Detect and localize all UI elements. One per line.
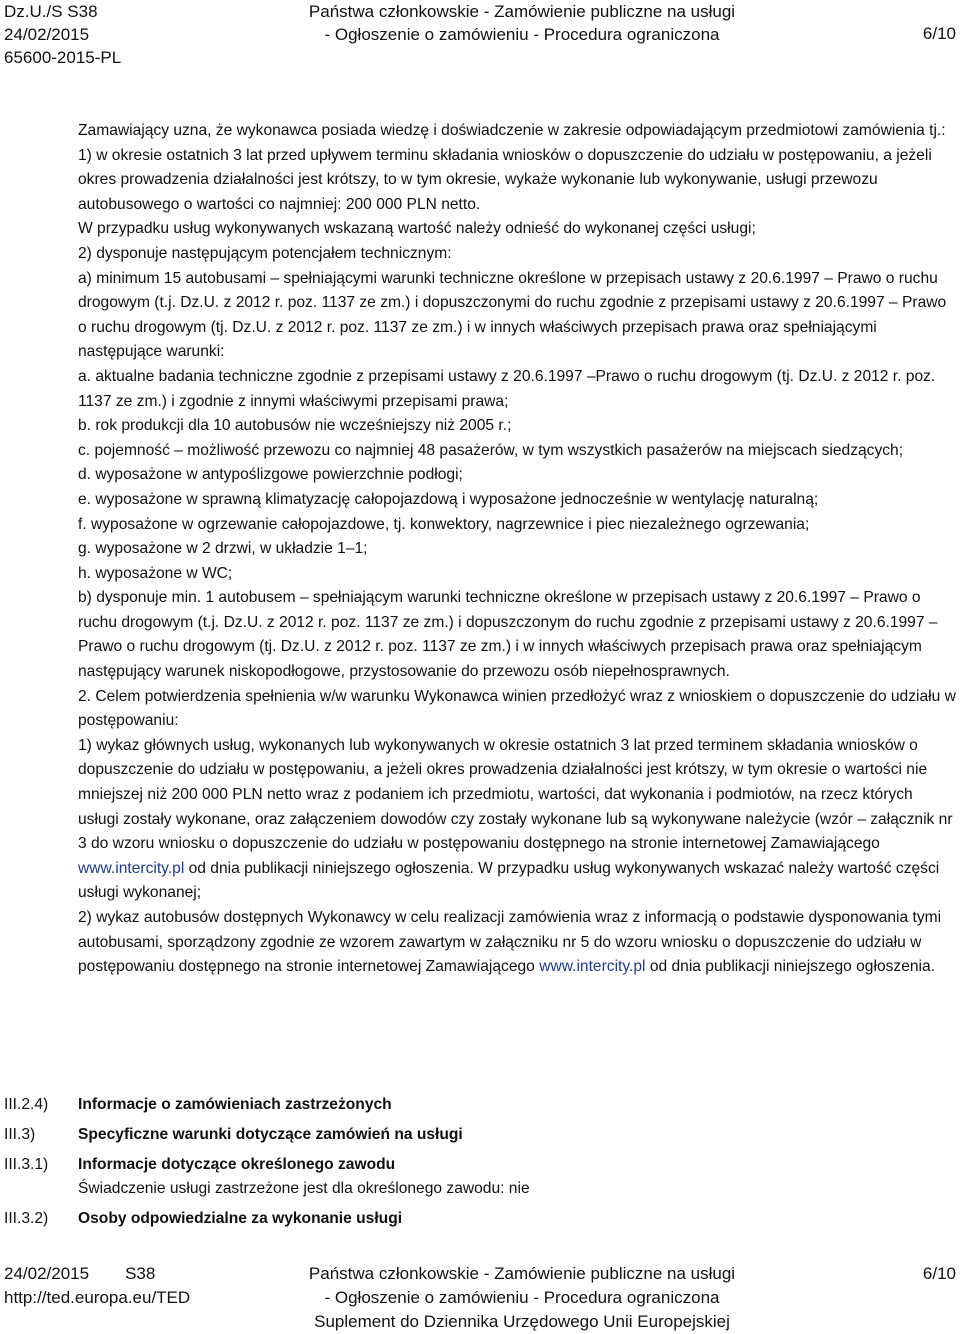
header-date: 24/02/2015 — [4, 25, 90, 44]
page-header — [0, 0, 960, 70]
paragraph: g. wyposażone w 2 drzwi, w układzie 1–1; — [78, 540, 368, 558]
header-title — [0, 0, 960, 46]
paragraph: f. wyposażone w ogrzewanie całopojazdowe, tj. konwektory, nagrzewnice i piec niezależnego ogrzewania; — [78, 515, 810, 533]
section-title: Specyficzne warunki dotyczące zamówień na usługi — [78, 1126, 463, 1143]
header-title-line1: Państwa członkowskie - Zamówienie publiczne na usługi — [308, 2, 736, 21]
paragraph: a) minimum 15 autobusami – spełniającymi warunki techniczne określone w przepisach ustawy z 20.6.1997 – Prawo o ruchu drogowym (t.j. Dz.U. z 2012 r. poz. 1137 ze zm.) i dopuszczonymi do ruchu zgodnie z przepisami ustawy z 20.6.1997 – Prawo o ruchu drogowym (tj. Dz.U. z 2012 r. poz. 1137 ze zm.) i w innych właściwych przepisach prawa oraz spełniającymi następujące warunki: — [78, 269, 947, 361]
page-footer — [0, 1262, 960, 1334]
footer-date: 24/02/2015 — [4, 1264, 90, 1283]
paragraph: b) dysponuje min. 1 autobusem – spełniającym warunki techniczne określone w przepisach ustawy z 20.6.1997 – Prawo o ruchu drogowym (t.j. Dz.U. z 2012 r. poz. 1137 ze zm.) i dopuszczonym do ruchu zgodnie z przepisami ustawy z 20.6.1997 – Prawo o ruchu drogowym (tj. Dz.U. z 2012 r. poz. 1137 ze zm.) i w innych właściwych przepisach prawa oraz spełniającym następujący warunek niskopodłogowe, przystosowanie do przewozu osób niepełnosprawnych. — [78, 589, 938, 681]
doc-number: 65600-2015-PL — [4, 48, 122, 67]
footer-series: S38 — [125, 1264, 156, 1283]
paragraph-text: 2) wykaz autobusów dostępnych Wykonawcy w celu realizacji zamówienia wraz z informacją o podstawie dysponowania tymi autobusami, sporządzony zgodnie ze wzorem zawartym w załączniku nr 5 do wzoru wniosku o dopuszczenie do udziału w postępowaniu dostępnego na stronie internetowej Zamawiającego — [78, 909, 942, 976]
section-title: Informacje dotyczące określonego zawodu — [78, 1156, 396, 1173]
doc-reference: Dz.U./S S38 — [4, 2, 98, 21]
section-text: Świadczenie usługi zastrzeżone jest dla określonego zawodu: nie — [78, 1180, 530, 1197]
paragraph: W przypadku usług wykonywanych wskazaną wartość należy odnieść do wykonanej części usługi; — [78, 220, 756, 238]
paragraph-wykaz-autobusow — [78, 906, 956, 980]
paragraph: Zamawiający uzna, że wykonawca posiada wiedzę i doświadczenie w zakresie odpowiadającym przedmiotowi zamówienia tj.: — [78, 122, 946, 139]
footer-title-line2: - Ogłoszenie o zamówieniu - Procedura ograniczona — [324, 1288, 720, 1307]
paragraph: a. aktualne badania techniczne zgodnie z przepisami ustawy z 20.6.1997 –Prawo o ruchu drogowym (tj. Dz.U. z 2012 r. poz. 1137 ze zm.) i zgodnie z innymi właściwymi przepisami prawa; — [78, 367, 936, 410]
footer-title — [0, 1262, 960, 1334]
section-title: Osoby odpowiedzialne za wykonanie usługi — [78, 1210, 403, 1227]
paragraph: 1) w okresie ostatnich 3 lat przed upływem terminu składania wniosków o dopuszczenie do udziału w postępowaniu, a jeżeli okres prowadzenia działalności jest krótszy, to w tym okresie, wykaże wykonanie lub wykonywanie, usługi przewozu autobusowego o wartości co najmniej: 200 000 PLN netto. — [78, 146, 932, 213]
paragraph: 2. Celem potwierdzenia spełnienia w/w warunku Wykonawca winien przedłożyć wraz z wnioskiem o dopuszczenie do udziału w postępowaniu: — [78, 687, 956, 730]
paragraph: d. wyposażone w antypoślizgowe powierzchnie podłogi; — [78, 466, 463, 484]
footer-title-line3: Suplement do Dziennika Urzędowego Unii Europejskiej — [314, 1312, 730, 1331]
intercity-link[interactable]: www.intercity.pl — [539, 958, 646, 976]
footer-url[interactable]: http://ted.europa.eu/TED — [4, 1288, 191, 1307]
section-number: III.2.4) — [4, 1096, 49, 1113]
header-title-line2: - Ogłoszenie o zamówieniu - Procedura ograniczona — [324, 25, 720, 44]
paragraph-wykaz-uslug — [78, 734, 956, 906]
paragraph: e. wyposażone w sprawną klimatyzację całopojazdową i wyposażone jednocześnie w wentylację naturalną; — [78, 490, 819, 508]
section-body — [78, 119, 956, 980]
paragraph: 2) dysponuje następującym potencjałem technicznym: — [78, 244, 452, 262]
section-title: Informacje o zamówieniach zastrzeżonych — [78, 1096, 392, 1113]
section-number: III.3.2) — [4, 1210, 49, 1227]
paragraph-text: od dnia publikacji niniejszego ogłoszenia. — [645, 958, 936, 976]
paragraph: c. pojemność – możliwość przewozu co najmniej 48 pasażerów, w tym wszystkich pasażerów na miejscach siedzących; — [78, 441, 904, 459]
section-number: III.3) — [4, 1126, 36, 1143]
footer-page-number: 6/10 — [922, 1264, 956, 1283]
paragraph-text: od dnia publikacji niniejszego ogłoszenia. W przypadku usług wykonywanych wskazać należy wartość części usługi wykonanej; — [78, 859, 940, 902]
paragraph: h. wyposażone w WC; — [78, 564, 233, 582]
paragraph: b. rok produkcji dla 10 autobusów nie wcześniejszy niż 2005 r.; — [78, 417, 512, 435]
section-number: III.3.1) — [4, 1156, 49, 1173]
paragraph-text: 1) wykaz głównych usług, wykonanych lub wykonywanych w okresie ostatnich 3 lat przed terminem składania wniosków o dopuszczenie do udziału w postępowaniu, a jeżeli okres prowadzenia działalności jest krótszy, w tym okresie o wartości nie mniejszej niż 200 000 PLN netto wraz z podaniem ich przedmiotu, wartości, dat wykonania i podmiotów, na rzecz których usługi zostały wykonane, oraz załączeniem dowodów czy zostały wykonane lub są wykonywane należycie (wzór – załącznik nr 3 do wzoru wniosku o dopuszczenie do udziału w postępowaniu dostępnego na stronie internetowej Zamawiającego — [78, 736, 953, 853]
header-page-number: 6/10 — [922, 24, 956, 43]
footer-title-line1: Państwa członkowskie - Zamówienie publiczne na usługi — [308, 1264, 736, 1283]
intercity-link[interactable]: www.intercity.pl — [78, 859, 185, 877]
